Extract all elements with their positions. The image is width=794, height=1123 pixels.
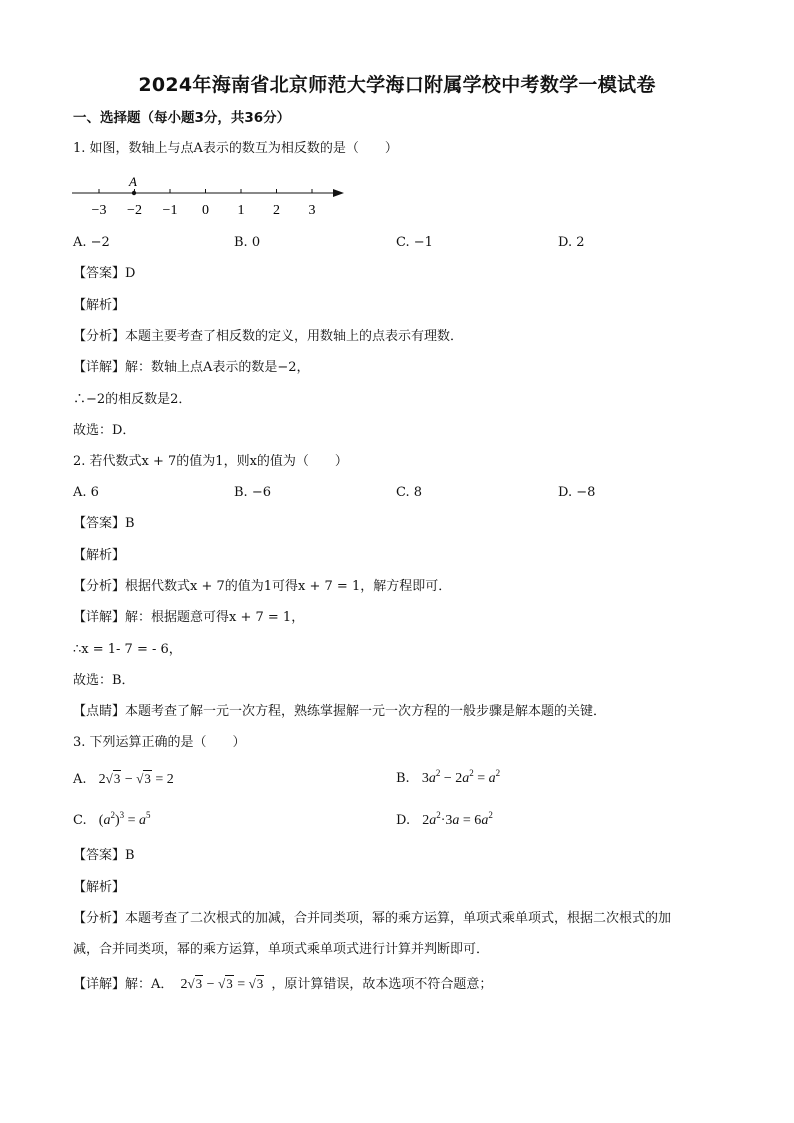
q3-xiangjie (73, 975, 492, 994)
point-a-dot (132, 191, 136, 195)
q2-stem: 2. 若代数式x + 7的值为1，则x的值为（ ） (73, 454, 348, 469)
q1-answer: 【答案】D (73, 266, 136, 281)
number-line-tick-label: 1 (237, 203, 245, 218)
q3-option-c-formula: $(a^2)^3 = a^5$ (98, 810, 151, 828)
q3-option-a-label: A. (73, 772, 87, 787)
q2-fenxi: 【分析】根据代数式x + 7的值为1可得x + 7 = 1，解方程即可． (73, 579, 452, 594)
number-line-figure (70, 170, 360, 222)
q3-option-b-label: B. (396, 771, 410, 786)
number-line-tick-label: 2 (273, 203, 280, 218)
number-line-tick-label: −2 (127, 203, 142, 218)
q3-xiangjie-formula: 2√3 − √3 = √3 (180, 976, 264, 992)
q3-option-a (73, 770, 174, 789)
q2-option-b: B. −6 (234, 485, 271, 500)
q2-dianjing: 【点睛】本题考查了解一元一次方程，熟练掌握解一元一次方程的一般步骤是解本题的关键． (73, 704, 607, 719)
q3-option-d-formula: $2a^2\cdot 3a = 6a^2$ (422, 810, 493, 828)
q1-option-a: A. −2 (73, 235, 110, 250)
point-a-label: A (129, 174, 137, 189)
q3-option-d (396, 812, 493, 830)
page-title: 2024年海南省北京师范大学海口附属学校中考数学一模试卷 (138, 74, 656, 96)
q3-option-d-label: D. (396, 813, 411, 828)
q2-conclusion: 故选：B． (73, 673, 135, 688)
q2-xiangjie: 【详解】解：根据题意可得x + 7 = 1， (73, 610, 305, 625)
q2-step: ∴x = 1- 7 = - 6， (73, 642, 182, 657)
number-line-tick-label: 3 (308, 203, 316, 218)
q2-option-d: D. −8 (558, 485, 596, 500)
q3-answer: 【答案】B (73, 848, 135, 863)
section-heading: 一、选择题（每小题3分，共36分） (73, 110, 291, 126)
q3-option-b-formula: $3a^2 - 2a^2 = a^2$ (421, 768, 501, 786)
q3-option-c (73, 812, 151, 830)
q3-option-c-label: C. (73, 813, 87, 828)
q3-xiangjie-suffix: ，原计算错误，故本选项不符合题意； (271, 977, 493, 992)
q3-stem: 3. 下列运算正确的是（ ） (73, 735, 246, 750)
q1-xiangjie: 【详解】解：数轴上点A表示的数是−2， (73, 360, 310, 375)
q3-option-b (396, 770, 500, 788)
number-line-tick-label: 0 (202, 203, 209, 218)
q2-answer: 【答案】B (73, 516, 135, 531)
q1-conclusion: 故选：D． (73, 423, 136, 438)
q3-fenxi-line1: 【分析】本题考查了二次根式的加减，合并同类项，幂的乘方运算，单项式乘单项式，根据二次根式的加 (73, 911, 672, 926)
number-line-tick-label: −3 (91, 203, 107, 218)
q2-jiexi: 【解析】 (73, 548, 126, 563)
q1-option-b: B. 0 (234, 235, 261, 250)
number-line-arrow (333, 189, 344, 197)
q2-option-c: C. 8 (396, 485, 423, 500)
q1-stem: 1. 如图，数轴上与点A表示的数互为相反数的是（ ） (73, 141, 398, 156)
q3-xiangjie-prefix: 【详解】解：A． (73, 977, 174, 992)
q1-jiexi: 【解析】 (73, 298, 126, 313)
q1-option-d: D. 2 (558, 235, 585, 250)
q1-step: ∴−2的相反数是2． (73, 392, 192, 407)
q2-option-a: A. 6 (73, 485, 99, 500)
q1-option-c: C. −1 (396, 235, 433, 250)
q3-fenxi-line2: 减，合并同类项，幂的乘方运算，单项式乘单项式进行计算并判断即可． (73, 942, 490, 957)
q1-fenxi: 【分析】本题主要考查了相反数的定义，用数轴上的点表示有理数． (73, 329, 464, 344)
q3-jiexi: 【解析】 (73, 880, 126, 895)
q3-option-a-formula: 2√3 − √3 = 2 (98, 771, 174, 787)
number-line-tick-label: −1 (162, 203, 178, 218)
